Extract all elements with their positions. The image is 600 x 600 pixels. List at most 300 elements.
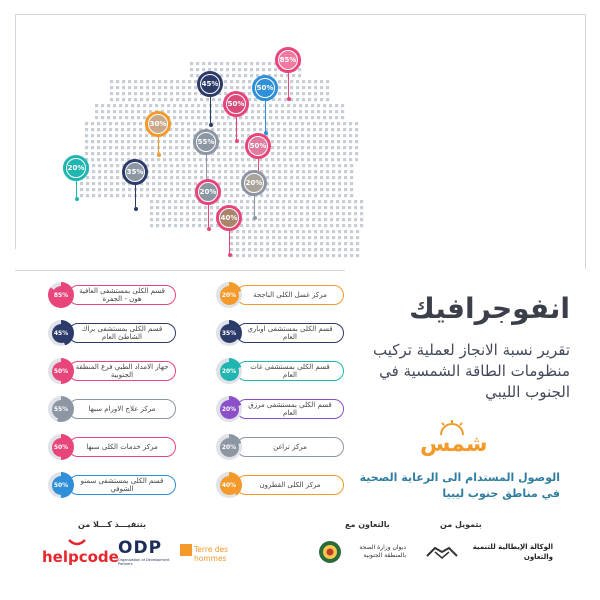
map-dot (295, 122, 298, 125)
map-dot (186, 218, 189, 221)
map-dot (168, 224, 171, 227)
map-dot (238, 68, 241, 71)
map-dot (127, 152, 130, 155)
map-dot (192, 200, 195, 203)
map-dot (320, 86, 323, 89)
map-dot (152, 98, 155, 101)
map-dot (271, 146, 274, 149)
map-dot (331, 158, 334, 161)
map-dot (133, 134, 136, 137)
map-dot (224, 164, 227, 167)
map-dot (170, 80, 173, 83)
map-dot (230, 86, 233, 89)
map-dot (275, 110, 278, 113)
map-dot (198, 206, 201, 209)
pin-value: 20% (199, 183, 217, 201)
map-dot (109, 134, 112, 137)
map-dot (115, 146, 118, 149)
map-dot (296, 98, 299, 101)
map-dot (241, 140, 244, 143)
map-dot (125, 110, 128, 113)
facility-item (216, 432, 346, 462)
map-dot (306, 224, 309, 227)
map-dot (284, 254, 287, 257)
map-dot (116, 164, 119, 167)
map-dot (296, 230, 299, 233)
map-dot (269, 104, 272, 107)
map-dot (314, 86, 317, 89)
map-dot (254, 248, 257, 251)
map-dot (284, 80, 287, 83)
map-dot (344, 164, 347, 167)
map-dot (116, 188, 119, 191)
map-dot (301, 128, 304, 131)
progress-ring (216, 472, 242, 498)
map-dot (318, 212, 321, 215)
map-dot (320, 164, 323, 167)
map-dot (354, 212, 357, 215)
map-dot (133, 128, 136, 131)
map-dot (244, 74, 247, 77)
map-dot (134, 86, 137, 89)
map-dot (125, 116, 128, 119)
map-dot (187, 122, 190, 125)
map-dot (163, 140, 166, 143)
map-dot (97, 128, 100, 131)
map-dot (318, 218, 321, 221)
map-dot (223, 140, 226, 143)
map-dot (104, 170, 107, 173)
map-dot (259, 122, 262, 125)
map-dot (158, 176, 161, 179)
map-dot (326, 92, 329, 95)
map-dot (176, 182, 179, 185)
map-dot (226, 68, 229, 71)
map-dot (296, 80, 299, 83)
map-dot (283, 158, 286, 161)
map-dot (264, 212, 267, 215)
map-dot (164, 164, 167, 167)
map-dot (320, 236, 323, 239)
map-dot (288, 200, 291, 203)
map-dot (288, 224, 291, 227)
map-dot (101, 116, 104, 119)
map-dot (350, 236, 353, 239)
map-dot (271, 128, 274, 131)
map-dot (354, 206, 357, 209)
pin-value: 50% (249, 137, 267, 155)
map-dot (182, 80, 185, 83)
map-dot (326, 176, 329, 179)
map-dot (290, 182, 293, 185)
map-dot (191, 104, 194, 107)
map-dot (109, 146, 112, 149)
map-dot (336, 212, 339, 215)
map-dot (295, 128, 298, 131)
map-dot (229, 152, 232, 155)
map-dot (278, 176, 281, 179)
map-dot (314, 164, 317, 167)
map-dot (281, 116, 284, 119)
facility-label: قسم الكلى بمستشفى غات العام (236, 361, 344, 381)
map-dot (242, 164, 245, 167)
map-dot (182, 170, 185, 173)
map-dot (127, 140, 130, 143)
map-dot (181, 140, 184, 143)
map-dot (305, 104, 308, 107)
map-dot (325, 134, 328, 137)
map-dot (95, 116, 98, 119)
pin-dot (157, 153, 161, 157)
map-dot (188, 170, 191, 173)
progress-value: 35% (220, 324, 239, 343)
map-dot (337, 146, 340, 149)
map-dot (336, 224, 339, 227)
map-dot (185, 110, 188, 113)
map-dot (337, 152, 340, 155)
map-dot (253, 128, 256, 131)
map-dot (169, 140, 172, 143)
map-dot (150, 206, 153, 209)
map-dot (86, 182, 89, 185)
progress-value: 45% (52, 324, 71, 343)
map-dot (229, 122, 232, 125)
map-dot (110, 92, 113, 95)
map-dot (326, 248, 329, 251)
map-dot (236, 80, 239, 83)
map-dot (270, 206, 273, 209)
map-dot (188, 92, 191, 95)
map-dot (264, 200, 267, 203)
map-dot (215, 110, 218, 113)
map-dot (355, 122, 358, 125)
map-dot (258, 206, 261, 209)
map-dot (290, 230, 293, 233)
map-dot (326, 194, 329, 197)
map-dot (348, 200, 351, 203)
map-dot (278, 194, 281, 197)
map-dot (284, 230, 287, 233)
pin-value: 35% (126, 163, 144, 181)
map-dot (289, 146, 292, 149)
map-dot (248, 242, 251, 245)
progress-ring (48, 434, 74, 460)
map-dot (314, 80, 317, 83)
map-dot (187, 134, 190, 137)
pin-value: 85% (279, 51, 297, 69)
map-dot (186, 206, 189, 209)
map-dot (338, 182, 341, 185)
map-dot (188, 182, 191, 185)
map-dot (319, 134, 322, 137)
map-dot (197, 116, 200, 119)
map-dot (176, 98, 179, 101)
map-dot (349, 140, 352, 143)
map-dot (355, 146, 358, 149)
map-dot (278, 188, 281, 191)
map-dot (284, 188, 287, 191)
map-dot (338, 254, 341, 257)
map-dot (278, 230, 281, 233)
map-dot (192, 212, 195, 215)
pin-stem (158, 137, 159, 153)
page-subtitle: تقرير نسبة الانجاز لعملية تركيب منظومات الطاقة الشمسية في الجنوب الليبي (373, 341, 570, 401)
map-dot (257, 116, 260, 119)
map-dot (121, 134, 124, 137)
map-dot (163, 146, 166, 149)
map-dot (230, 182, 233, 185)
pin-dot (287, 97, 291, 101)
map-dot (278, 86, 281, 89)
map-dot (212, 170, 215, 173)
tdh-mark-icon (180, 544, 192, 556)
map-dot (314, 98, 317, 101)
map-dot (350, 176, 353, 179)
map-dot (326, 254, 329, 257)
map-dot (290, 176, 293, 179)
map-dot (307, 146, 310, 149)
map-dot (210, 218, 213, 221)
facility-item (48, 356, 178, 386)
map-dot (170, 170, 173, 173)
map-dot (229, 140, 232, 143)
map-dot (194, 98, 197, 101)
map-dot (251, 104, 254, 107)
facility-label: مركز علاج الاورام سبها (68, 399, 176, 419)
map-dot (182, 176, 185, 179)
map-dot (116, 170, 119, 173)
map-dot (146, 80, 149, 83)
map-dot (344, 248, 347, 251)
map-dot (272, 164, 275, 167)
map-dot (218, 176, 221, 179)
map-dot (343, 152, 346, 155)
map-dot (140, 194, 143, 197)
map-dot (300, 212, 303, 215)
map-dot (174, 200, 177, 203)
map-dot (302, 86, 305, 89)
map-dot (330, 212, 333, 215)
map-dot (320, 170, 323, 173)
map-dot (121, 140, 124, 143)
map-dot (278, 242, 281, 245)
map-dot (188, 86, 191, 89)
map-dot (308, 248, 311, 251)
map-dot (293, 110, 296, 113)
map-dot (186, 212, 189, 215)
map-dot (274, 68, 277, 71)
map-dot (80, 194, 83, 197)
map-dot (156, 212, 159, 215)
progress-ring (48, 396, 74, 422)
map-dot (104, 182, 107, 185)
pin-stem (236, 117, 237, 139)
map-dot (229, 146, 232, 149)
map-dot (300, 224, 303, 227)
map-dot (326, 98, 329, 101)
map-dot (360, 218, 363, 221)
helpcode-mark-icon (67, 538, 87, 548)
map-dot (306, 212, 309, 215)
map-dot (208, 62, 211, 65)
map-dot (342, 206, 345, 209)
map-dot (307, 158, 310, 161)
map-dot (156, 200, 159, 203)
map-dot (299, 110, 302, 113)
facility-item (48, 318, 178, 348)
map-dot (290, 188, 293, 191)
facility-label: مركز تراغن (236, 437, 344, 457)
map-dot (131, 116, 134, 119)
map-dot (338, 236, 341, 239)
map-dot (314, 236, 317, 239)
map-dot (308, 230, 311, 233)
map-dot (152, 92, 155, 95)
map-dot (186, 200, 189, 203)
map-dot (252, 224, 255, 227)
map-dot (146, 194, 149, 197)
map-dot (349, 146, 352, 149)
map-dot (349, 122, 352, 125)
map-dot (294, 224, 297, 227)
map-dot (221, 116, 224, 119)
map-dot (324, 218, 327, 221)
map-dot (110, 86, 113, 89)
map-dot (308, 92, 311, 95)
map-dot (284, 86, 287, 89)
map-dot (222, 200, 225, 203)
map-dot (246, 200, 249, 203)
map-dot (302, 242, 305, 245)
map-dot (187, 128, 190, 131)
map-dot (161, 104, 164, 107)
map-dot (272, 248, 275, 251)
helpcode-logo: helpcode (42, 538, 112, 570)
map-dot (140, 86, 143, 89)
map-dot (170, 98, 173, 101)
map-dot (344, 242, 347, 245)
map-dot (271, 158, 274, 161)
map-dot (145, 140, 148, 143)
map-dot (302, 164, 305, 167)
map-dot (331, 134, 334, 137)
map-dot (241, 134, 244, 137)
map-dot (163, 152, 166, 155)
map-dot (121, 152, 124, 155)
map-dot (85, 152, 88, 155)
map-dot (218, 170, 221, 173)
map-dot (198, 224, 201, 227)
map-dot (236, 242, 239, 245)
pin-stem (76, 181, 77, 197)
facility-label: مركز الكلى القطرون (236, 475, 344, 495)
map-dot (179, 104, 182, 107)
map-dot (320, 188, 323, 191)
map-dot (122, 92, 125, 95)
map-dot (212, 164, 215, 167)
map-dot (224, 176, 227, 179)
map-dot (122, 188, 125, 191)
map-dot (128, 194, 131, 197)
map-dot (246, 212, 249, 215)
map-dot (92, 182, 95, 185)
map-dot (344, 188, 347, 191)
map-dot (338, 242, 341, 245)
map-dot (134, 80, 137, 83)
map-dot (305, 110, 308, 113)
map-dot (170, 176, 173, 179)
map-dot (103, 158, 106, 161)
map-dot (306, 218, 309, 221)
map-dot (150, 218, 153, 221)
facility-label: قسم الكلى بمستشفى اوباري العام (236, 323, 344, 343)
map-dot (320, 80, 323, 83)
map-dot (320, 182, 323, 185)
handshake-icon (425, 542, 459, 562)
map-dot (344, 194, 347, 197)
map-dot (278, 80, 281, 83)
map-dot (137, 110, 140, 113)
map-dot (139, 134, 142, 137)
map-dot (349, 152, 352, 155)
map-dot (121, 146, 124, 149)
pin-stem (265, 101, 266, 131)
map-dot (258, 200, 261, 203)
map-dot (162, 212, 165, 215)
map-dot (338, 194, 341, 197)
map-dot (175, 140, 178, 143)
map-dot (238, 62, 241, 65)
progress-ring (48, 320, 74, 346)
map-dot (86, 194, 89, 197)
brand-logo: شمس (420, 432, 488, 457)
map-dot (325, 140, 328, 143)
map-dot (236, 230, 239, 233)
map-dot (290, 170, 293, 173)
map-dot (323, 104, 326, 107)
map-dot (246, 218, 249, 221)
map-dot (284, 182, 287, 185)
map-dot (176, 164, 179, 167)
map-dot (180, 200, 183, 203)
map-dot (230, 194, 233, 197)
map-dot (283, 122, 286, 125)
map-dot (331, 140, 334, 143)
map-dot (151, 152, 154, 155)
map-pin (195, 179, 221, 205)
map-pin (216, 205, 242, 231)
map-dot (167, 104, 170, 107)
map-dot (326, 242, 329, 245)
pin-value: 45% (201, 75, 219, 93)
map-dot (260, 236, 263, 239)
facility-item (216, 318, 346, 348)
map-dot (314, 92, 317, 95)
map-dot (242, 254, 245, 257)
map-dot (107, 110, 110, 113)
map-dot (170, 194, 173, 197)
map-dot (326, 86, 329, 89)
map-dot (115, 152, 118, 155)
map-dot (320, 242, 323, 245)
map-dot (198, 218, 201, 221)
map-dot (307, 134, 310, 137)
map-dot (158, 92, 161, 95)
map-dot (312, 224, 315, 227)
map-dot (350, 242, 353, 245)
map-dot (181, 152, 184, 155)
map-dot (355, 152, 358, 155)
